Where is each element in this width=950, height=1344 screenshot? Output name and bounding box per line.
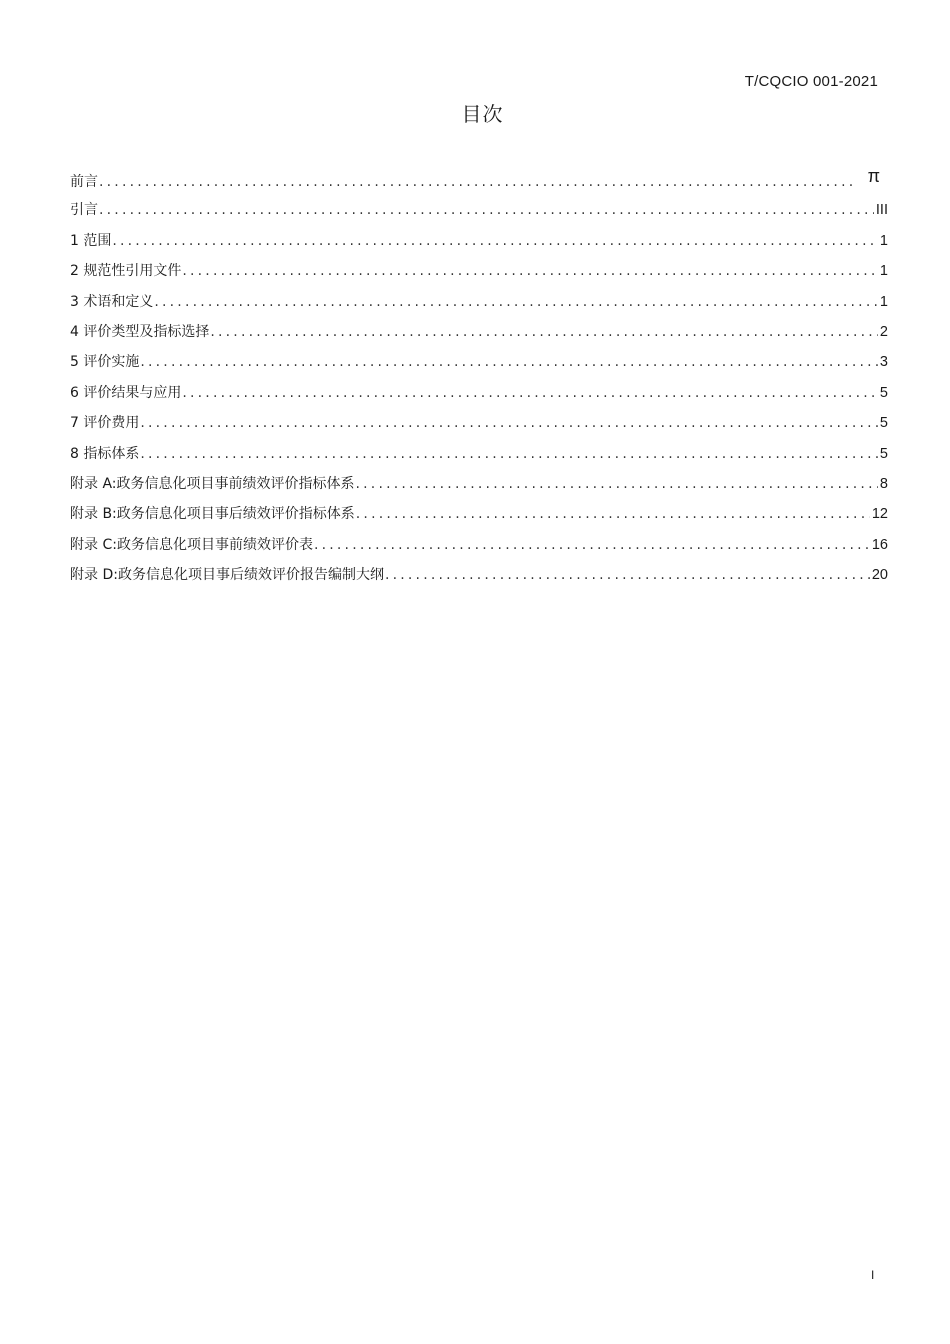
- toc-title: 目次: [461, 102, 504, 126]
- toc-entry-normative-references[interactable]: [70, 259, 888, 289]
- toc-entry-page: 3: [879, 354, 888, 371]
- toc-entry-label: 附录 B:政务信息化项目事后绩效评价指标体系: [70, 506, 355, 523]
- toc-entry-appendix-a[interactable]: [70, 472, 888, 502]
- toc-leader-dots: [356, 472, 878, 496]
- toc-entry-page: 5: [879, 415, 888, 432]
- toc-entry-label: 附录 A:政务信息化项目事前绩效评价指标体系: [70, 475, 355, 492]
- toc-entry-page: 16: [871, 536, 888, 553]
- toc-entry-label: 引言: [70, 202, 98, 219]
- toc-entry-appendix-b[interactable]: [70, 502, 888, 532]
- toc-entry-label: 6 评价结果与应用: [70, 384, 182, 401]
- toc-leader-dots: [385, 563, 870, 587]
- toc-entry-page: 5: [879, 445, 888, 462]
- toc-entry-label: 附录 D:政务信息化项目事后绩效评价报告编制大纲: [70, 567, 384, 584]
- toc-entry-page: 2: [879, 323, 888, 340]
- toc-entry-label: 2 规范性引用文件: [70, 263, 182, 280]
- toc-entry-appendix-d[interactable]: [70, 563, 888, 593]
- toc-leader-dots: [140, 442, 878, 466]
- page-number: I: [871, 1268, 875, 1282]
- toc-entry-appendix-c[interactable]: [70, 533, 888, 563]
- toc-entry-label: 8 指标体系: [70, 445, 140, 462]
- toc-leader-dots: [99, 170, 854, 194]
- toc-entry-results-application[interactable]: [70, 381, 888, 411]
- toc-entry-evaluation-types[interactable]: [70, 320, 888, 350]
- toc-leader-dots: [356, 502, 870, 526]
- toc-entry-page: 20: [871, 567, 888, 584]
- toc-leader-dots: [314, 533, 870, 557]
- toc-entry-page: π: [867, 166, 880, 186]
- toc-leader-dots: [210, 320, 878, 344]
- toc-entry-label: 附录 C:政务信息化项目事前绩效评价表: [70, 536, 313, 553]
- toc-entry-evaluation-cost[interactable]: [70, 411, 888, 441]
- toc-entry-evaluation-implementation[interactable]: [70, 350, 888, 380]
- toc-entry-page: 1: [879, 263, 888, 280]
- toc-entry-indicator-system[interactable]: [70, 442, 888, 472]
- toc-entry-label: 7 评价费用: [70, 415, 140, 432]
- table-of-contents: [70, 168, 888, 593]
- toc-entry-label: 前言: [70, 174, 98, 190]
- toc-leader-dots: [182, 381, 878, 405]
- toc-entry-scope[interactable]: [70, 229, 888, 259]
- toc-entry-terms-definitions[interactable]: [70, 290, 888, 320]
- toc-leader-dots: [140, 411, 878, 435]
- toc-entry-page: III: [875, 202, 888, 219]
- toc-entry-page: 8: [879, 475, 888, 492]
- toc-leader-dots: [112, 229, 878, 253]
- toc-leader-dots: [99, 198, 874, 222]
- toc-entry-preface[interactable]: [70, 168, 888, 198]
- toc-entry-label: 3 术语和定义: [70, 293, 154, 310]
- toc-leader-dots: [154, 290, 878, 314]
- toc-entry-page: 12: [871, 506, 888, 523]
- toc-entry-label: 1 范围: [70, 232, 112, 249]
- toc-entry-label: 5 评价实施: [70, 354, 140, 371]
- document-code: T/CQCIO 001-2021: [744, 73, 878, 90]
- toc-leader-dots: [140, 350, 878, 374]
- toc-entry-page: 1: [879, 293, 888, 310]
- toc-entry-introduction[interactable]: [70, 198, 888, 228]
- toc-entry-page: 5: [879, 384, 888, 401]
- toc-leader-dots: [182, 259, 878, 283]
- toc-entry-label: 4 评价类型及指标选择: [70, 323, 210, 340]
- toc-entry-page: 1: [879, 232, 888, 249]
